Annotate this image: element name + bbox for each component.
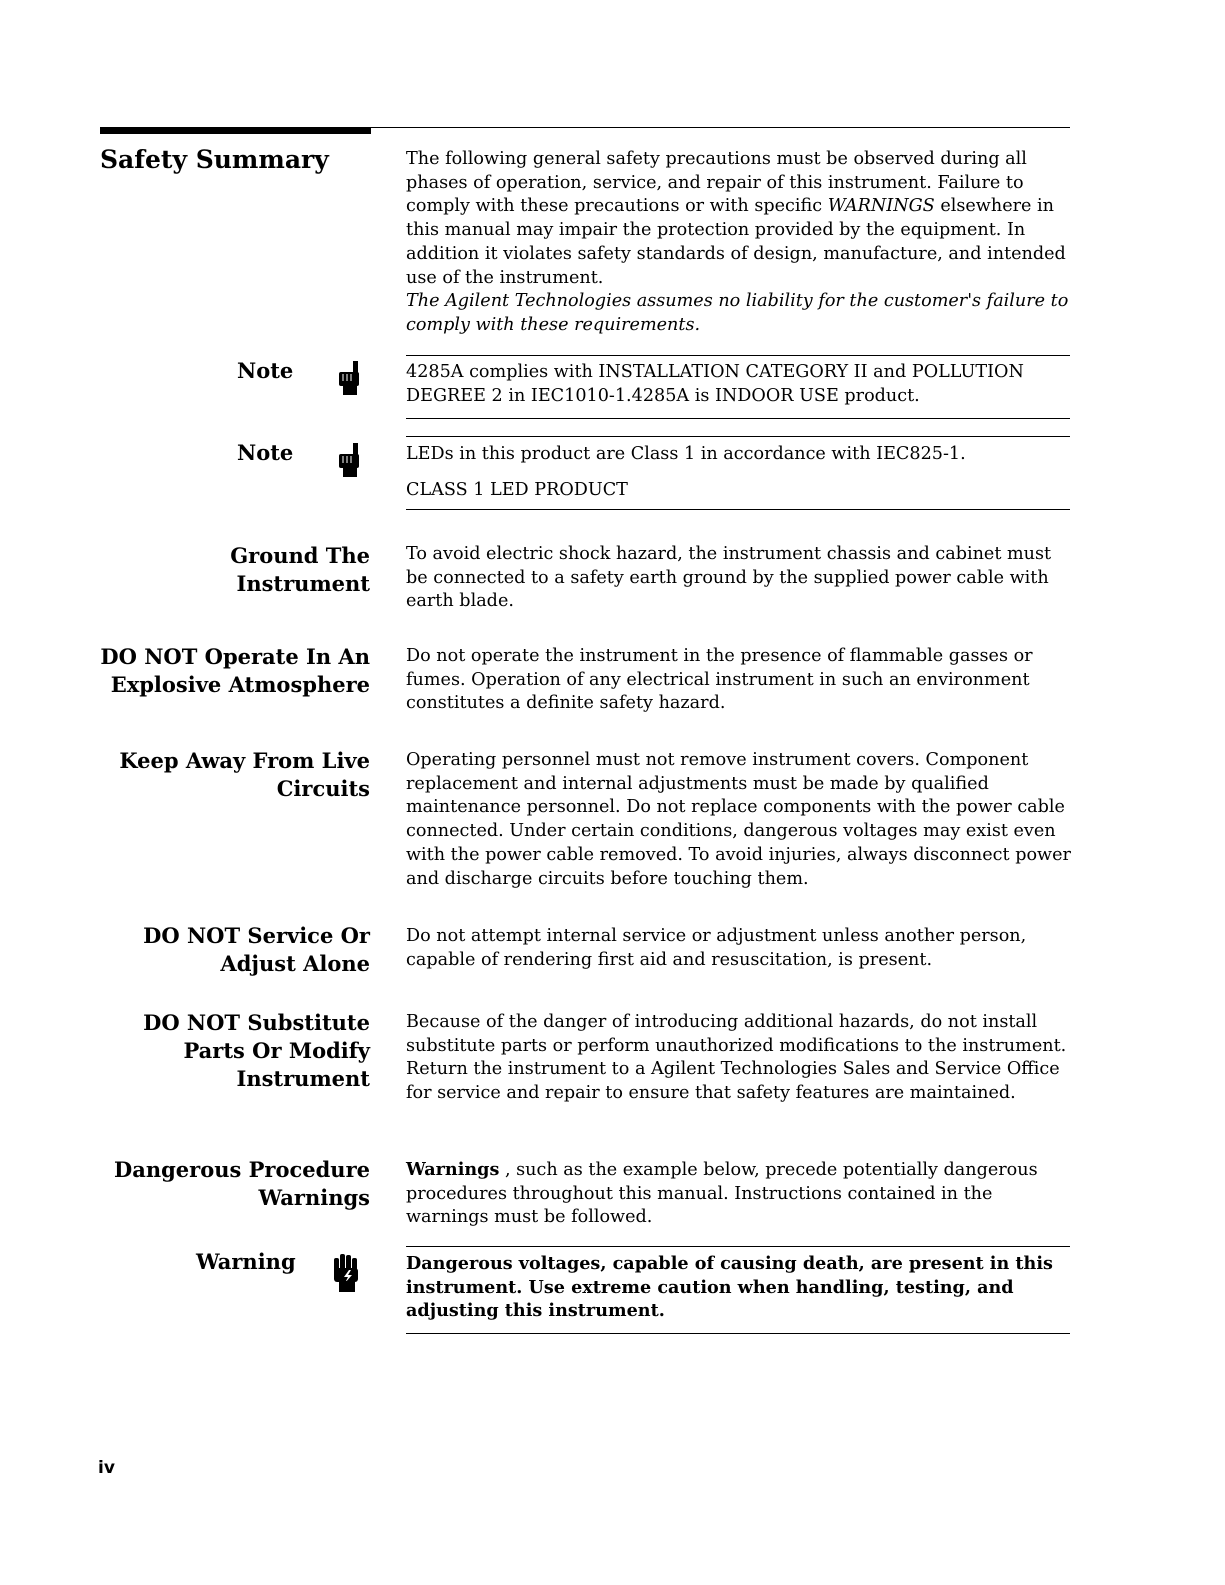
alone-text: Do not attempt internal service or adjustment unless another person, capable of rendering first aid and resuscitation, is present. (406, 926, 1027, 970)
ground-label-line2: Instrument (236, 571, 370, 596)
note1-bottom-rule (406, 418, 1070, 419)
note2-line1: LEDs in this product are Class 1 in accordance with IEC825-1. (406, 444, 966, 464)
substitute-label-line2: Parts Or Modify (183, 1038, 370, 1063)
warning-top-rule (406, 1246, 1070, 1247)
live-label (119, 747, 370, 803)
alone-label-line2: Adjust Alone (220, 951, 370, 976)
intro-text-end: elsewhere in this manual may impair the protection provided by the equipment. In addition it violates safety standards of design, manufacture, and intended use of the instrument. (406, 196, 1066, 288)
ground-label-line1: Ground The (230, 543, 370, 568)
page-title: Safety Summary (100, 145, 329, 174)
note1-label: Note (237, 358, 294, 383)
ground-text: To avoid electric shock hazard, the instrument chassis and cabinet must be connected to a safety earth ground by the supplied power cable with earth blade. (406, 544, 1052, 612)
explosive-text: Do not operate the instrument in the presence of flammable gasses or fumes. Operation of any electrical instrument in such an environment constitutes a definite safety hazard. (406, 646, 1033, 714)
note2-line2: CLASS 1 LED PRODUCT (406, 479, 628, 500)
note2-bottom-rule (406, 509, 1070, 510)
explosive-label-line1: DO NOT Operate In An (100, 644, 370, 669)
alone-label (143, 922, 370, 978)
live-label-line1: Keep Away From Live (119, 748, 370, 773)
dangerous-label-line2: Warnings (258, 1185, 370, 1210)
warning-label: Warning (196, 1249, 296, 1274)
page-number: iv (98, 1458, 115, 1478)
dangerous-text (406, 1158, 1071, 1230)
intro-text-start: The following general safety precautions must be observed during all phases of operation, service, and repair of this instrument. Failure to comply with these precautions or with specific (406, 149, 1027, 217)
note1-text: 4285A complies with INSTALLATION CATEGORY II and POLLUTION DEGREE 2 in IEC1010-1.4285A is INDOOR USE product. (406, 362, 1024, 406)
alone-label-line1: DO NOT Service Or (143, 923, 370, 948)
warning-bottom-rule (406, 1333, 1070, 1334)
note2-top-rule (406, 436, 1070, 437)
explosive-label (100, 643, 370, 699)
note1-top-rule (406, 355, 1070, 356)
ground-label (230, 542, 370, 598)
intro-paragraph (406, 148, 1071, 290)
intro-block (406, 148, 1071, 338)
note2-label: Note (237, 440, 294, 465)
header-thin-rule (371, 127, 1070, 128)
substitute-label (143, 1009, 370, 1093)
warning-text: Dangerous voltages, capable of causing death, are present in this instrument. Use extreme caution when handling, testing, and adjusting this instrument. (406, 1253, 1053, 1322)
note2-text (406, 443, 1071, 502)
dangerous-text-body: , such as the example below, precede potentially dangerous procedures throughout this manual. Instructions contained in the warnings must be followed. (406, 1160, 1038, 1228)
live-text: Operating personnel must not remove instrument covers. Component replacement and internal adjustments must be made by qualified maintenance personnel. Do not replace components with the power cable connected. Under certain conditions, dangerous voltages may exist even with the power cable removed. To avoid injuries, always disconnect power and discharge circuits before touching them. (406, 750, 1071, 889)
dangerous-label-line1: Dangerous Procedure (114, 1157, 370, 1182)
pointing-hand-icon (337, 361, 363, 395)
liability-note: The Agilent Technologies assumes no liability for the customer's failure to comply with these requirements. (406, 291, 1069, 335)
live-label-line2: Circuits (276, 776, 370, 801)
substitute-label-line1: DO NOT Substitute (143, 1010, 370, 1035)
dangerous-bold-word: Warnings (406, 1159, 500, 1180)
header-thick-rule (100, 127, 371, 134)
substitute-text: Because of the danger of introducing additional hazards, do not install substitute parts or perform unauthorized modifications to the instrument. Return the instrument to a Agilent Technologies Sales and Service Office for service and repair to ensure that safety features are maintained. (406, 1012, 1067, 1104)
dangerous-label (114, 1156, 370, 1212)
intro-italic-warnings: WARNINGS (827, 196, 935, 217)
substitute-label-line3: Instrument (236, 1066, 370, 1091)
warning-hand-icon (331, 1254, 363, 1292)
pointing-hand-icon (337, 443, 363, 477)
explosive-label-line2: Explosive Atmosphere (110, 672, 370, 697)
